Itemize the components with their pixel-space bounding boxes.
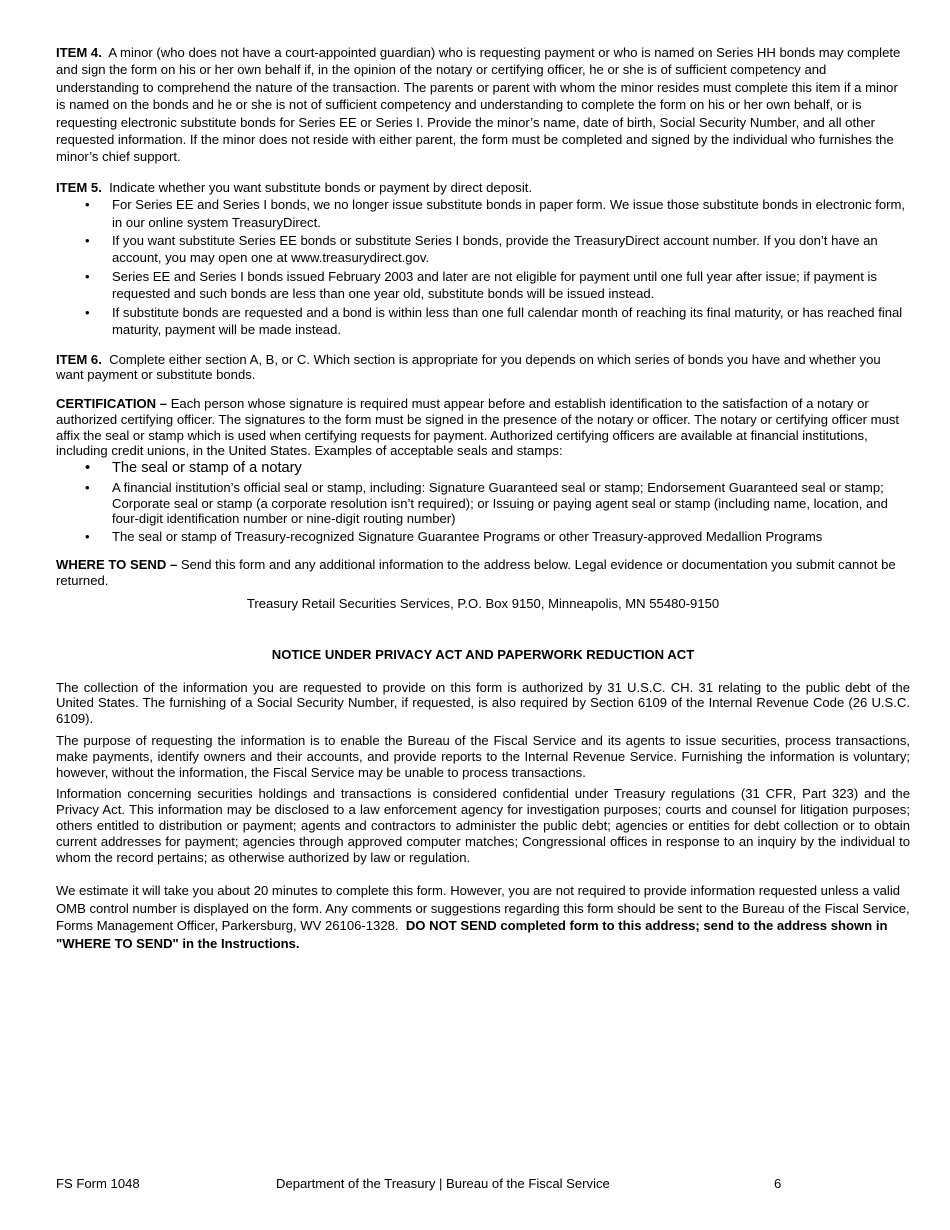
bullet-icon: • bbox=[85, 233, 90, 249]
notice-paragraph-1: The collection of the information you are requested to provide on this form is authorized by 31 U.S.C. CH. 31 relating to the public debt of the United States. The furnishing of a Social Security Number, if requested, is also required by Section 6109 of the Internal Revenue Code (26 U.S.C. 6109). bbox=[56, 679, 910, 727]
do-not-send-warning: DO NOT SEND completed form to this address; send to the address shown in "WHERE TO SEND" in the Instructions. bbox=[56, 918, 888, 951]
list-item: • Series EE and Series I bonds issued February 2003 and later are not eligible for payment until one full year after issue; if payment is requested and such bonds are less than one year old, substitute bonds will be issued instead. bbox=[85, 268, 877, 302]
item-4 bbox=[56, 44, 910, 166]
list-item: • A financial institution’s official seal or stamp, including: Signature Guaranteed seal or stamp; Endorsement Guaranteed seal or stamp; Corporate seal or stamp (a corporate resolution isn’t required); or Issuing or paying agent seal or stamp (including name, location, and four-digit identification number or nine-digit routing number) bbox=[85, 480, 888, 527]
bullet-icon: • bbox=[85, 528, 90, 544]
agency-name: Department of the Treasury | Bureau of the Fiscal Service bbox=[276, 1176, 610, 1191]
notice-title: NOTICE UNDER PRIVACY ACT AND PAPERWORK REDUCTION ACT bbox=[271, 647, 695, 663]
form-number: FS Form 1048 bbox=[56, 1176, 140, 1191]
certification-label: CERTIFICATION – bbox=[56, 396, 168, 412]
bullet-icon: • bbox=[85, 480, 90, 496]
where-to-send-text: Send this form and any additional information to the address below. Legal evidence or documentation you submit cannot be returned. bbox=[56, 557, 896, 589]
item-5 bbox=[56, 179, 910, 339]
item-4-text: A minor (who does not have a court-appointed guardian) who is requesting payment or who is named on Series HH bonds may complete and sign the form on his or her own behalf if, in the opinion of the notary or certifying officer, he or she is of sufficient competency and understanding to comprehend the nature of the transaction. The parents or parent with whom the minor resides must complete this item if a minor is named on the bonds and he or she is not of sufficient competency and understanding to complete the form on his or her own behalf, or is requesting electronic substitute bonds for Series EE or Series I. Provide the minor’s name, date of birth, Social Security Number, and all other requested information. If the minor does not reside with either parent, the form must be completed and signed by the individual who furnishes the minor’s chief support. bbox=[56, 45, 901, 165]
item-5-text: Indicate whether you want substitute bonds or payment by direct deposit. bbox=[109, 179, 533, 195]
list-item: • For Series EE and Series I bonds, we no longer issue substitute bonds in paper form. We issue those substitute bonds in electronic form, in our online system TreasuryDirect. bbox=[85, 197, 906, 230]
item-6-label: ITEM 6. bbox=[56, 351, 102, 367]
bullet-icon: • bbox=[85, 460, 91, 477]
item-5-bullet-list bbox=[56, 196, 910, 338]
page-number: 6 bbox=[774, 1176, 782, 1191]
list-item: • If substitute bonds are requested and a bond is within less than one full calendar month of reaching its final maturity, or has reached final maturity, payment will be made instead. bbox=[85, 304, 903, 338]
bullet-icon: • bbox=[85, 268, 90, 284]
list-item: • The seal or stamp of Treasury-recognized Signature Guarantee Programs or other Treasury-approved Medallion Programs bbox=[85, 528, 823, 544]
where-to-send-label: WHERE TO SEND – bbox=[56, 557, 178, 573]
item-4-label: ITEM 4. bbox=[56, 45, 102, 60]
instructions-page bbox=[56, 44, 910, 952]
certification-text: Each person whose signature is required must appear before and establish identification to the satisfaction of a notary or authorized certifying officer. The signatures to the form must be signed in the presence of the notary or officer. The notary or certifying officer must affix the seal or stamp which is used when certifying requests for payment. Authorized certifying officers are available at financial institutions, including credit unions, in the United States. Examples of acceptable seals and stamps: bbox=[56, 396, 900, 459]
certification bbox=[56, 396, 910, 544]
list-item: • The seal or stamp of a notary bbox=[85, 460, 302, 477]
notice-paragraph-4 bbox=[56, 882, 910, 952]
notice-paragraph-3: Information concerning securities holdings and transactions is considered confidential under Treasury regulations (31 CFR, Part 323) and the Privacy Act. This information may be disclosed to a law enforcement agency for investigation purposes; courts and counsel for litigation purposes; others entitled to distribution or payment; agents and contractors to administer the public debt; agencies or entities for debt collection or to obtain current addresses for payment; agencies through approved computer matches; Congressional offices in response to an inquiry by the individual to whom the record pertains; as otherwise authorized by law or regulation. bbox=[56, 786, 910, 865]
bullet-icon: • bbox=[85, 197, 90, 213]
item-6 bbox=[56, 352, 910, 384]
notice-paragraph-2: The purpose of requesting the information is to enable the Bureau of the Fiscal Service and its agents to issue securities, process transactions, make payments, identify owners and their accounts, and provide reports to the Internal Revenue Service. Furnishing the information is voluntary; however, without the information, the Fiscal Service may be unable to process transactions. bbox=[56, 733, 910, 780]
bullet-icon: • bbox=[85, 304, 90, 320]
item-5-label: ITEM 5. bbox=[56, 179, 102, 195]
certification-bullet-list bbox=[56, 459, 910, 544]
where-to-send bbox=[56, 557, 910, 612]
burden-estimate-text: We estimate it will take you about 20 minutes to complete this form. However, you are not required to provide information requested unless a valid OMB control number is displayed on the form. Any comments or suggestions regarding this form should be sent to the Bureau of the Fiscal Service, Forms Management Officer, Parkersburg, WV 26106-1328. bbox=[56, 883, 910, 934]
mailing-address: Treasury Retail Securities Services, P.O. Box 9150, Minneapolis, MN 55480-9150 bbox=[246, 595, 720, 611]
list-item: • If you want substitute Series EE bonds or substitute Series I bonds, provide the TreasuryDirect account number. If you don’t have an account, you may open one at www.treasurydirect.gov. bbox=[85, 233, 878, 266]
item-6-text: Complete either section A, B, or C. Which section is appropriate for you depends on which series of bonds you have and whether you want payment or substitute bonds. bbox=[56, 351, 881, 383]
